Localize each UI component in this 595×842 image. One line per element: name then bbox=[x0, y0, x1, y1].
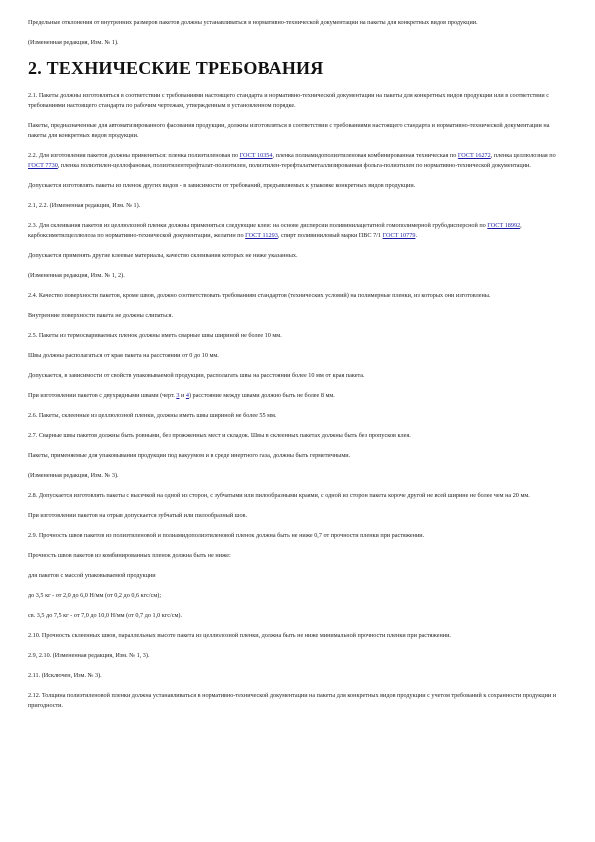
link-drawing-4[interactable]: 4 bbox=[185, 392, 189, 399]
paragraph-2-3-note: (Измененная редакция, Изм. № 1, 2). bbox=[28, 272, 125, 279]
paragraph-2-8b: При изготовлении пакетов на отрыв допускается зубчатый или пилообразный шов. bbox=[28, 512, 248, 519]
paragraph-2-10: 2.10. Прочность склеенных швов, параллельных высоте пакета из целлюлозной пленки, должна быть не ниже минимальной прочности пленки при растяжении. bbox=[28, 632, 451, 639]
paragraph-2-3b: Допускается применять другие клеевые материалы, качество склеивания которых не ниже указанных. bbox=[28, 252, 298, 259]
text-span: , пленка целлюлозная по bbox=[490, 152, 556, 159]
link-gost-10779[interactable]: ГОСТ 10779 bbox=[382, 232, 416, 239]
text-span: 2.2. Для изготовления пакетов должны применяться: пленка полиэтиленовая по bbox=[28, 152, 240, 159]
paragraph-2-9: 2.9. Прочность швов пакетов из полиэтиленовой и полиамидополиэтиленовой пленок должна быть не ниже 0,7 от прочности пленки при растяжении. bbox=[28, 532, 425, 539]
paragraph-2-7-note: (Измененная редакция, Изм. № 3). bbox=[28, 472, 119, 479]
link-gost-18992[interactable]: ГОСТ 18992 bbox=[487, 222, 521, 229]
paragraph-2-1: 2.1. Пакеты должны изготовляться в соответствии с требованиями настоящего стандарта и нормативно-технической документации на пакеты для конкретных видов продукции или в соответствии с требованиями настоящего стандарта по рабочим чертежам, утвержденным в установленном порядке. bbox=[28, 92, 549, 109]
text-span: , спирт поливиниловый марки ПВС 7/1 bbox=[277, 232, 383, 239]
document-body bbox=[28, 18, 564, 721]
paragraph-2-2 bbox=[28, 151, 564, 171]
paragraph-2-9d: до 3,5 кг - от 2,0 до 6,0 Н/мм (от 0,2 до 0,6 кгс/см); bbox=[28, 592, 162, 599]
paragraph-2-8: 2.8. Допускается изготовлять пакеты с высечкой на одной из сторон, с зубчатыми или пилообразными краями, с одной из сторон пакета короче другой не всей ширине не более чем на 20 мм. bbox=[28, 492, 530, 499]
link-gost-10354[interactable]: ГОСТ 10354 bbox=[239, 152, 273, 159]
text-span: и bbox=[179, 392, 186, 399]
paragraph-2-9e: св. 3,5 до 7,5 кг - от 7,0 до 10,0 Н/мм (от 0,7 до 1,0 кгс/см). bbox=[28, 612, 183, 619]
paragraph-intro-note: (Измененная редакция, Изм. № 1). bbox=[28, 39, 119, 46]
paragraph-2-5d bbox=[28, 391, 564, 401]
paragraph-2-10-note: 2.9, 2.10. (Измененная редакция, Изм. № 1, 3). bbox=[28, 652, 150, 659]
paragraph-2-4: 2.4. Качество поверхности пакетов, кроме швов, должно соответствовать требованиям стандартов (технических условий) на полимерные пленки, из которых они изготовлены. bbox=[28, 292, 491, 299]
text-span: При изготовлении пакетов с двухрядными швами (черт. bbox=[28, 392, 177, 399]
text-span: , пленка полиэтилен-целлофановая, полиэтилентерефталат-полиэтилен, полиэтилен-терефталатметаллизированная фольга-полиэтилен по нормативно-технической документации. bbox=[57, 162, 531, 169]
paragraph-2-7b: Пакеты, применяемые для упаковывания продукции под вакуумом и в среде инертного газа, должны быть герметичными. bbox=[28, 452, 351, 459]
paragraph-2-3 bbox=[28, 221, 564, 241]
link-drawing-3[interactable]: 3 bbox=[176, 392, 180, 399]
paragraph-2-7: 2.7. Сварные швы пакетов должны быть ровными, без прожженных мест и складок. Швы в склеенных пакетах должны быть без пропусков клея. bbox=[28, 432, 411, 439]
paragraph-2-12: 2.12. Толщина полиэтиленовой пленки должна устанавливаться в нормативно-технической документации на пакеты для конкретных видов продукции с учетом требований к сохранности продукции и пригодности. bbox=[28, 692, 557, 709]
paragraph-2-11: 2.11. (Исключен, Изм. № 3). bbox=[28, 672, 102, 679]
link-gost-7730[interactable]: ГОСТ 7730 bbox=[28, 162, 58, 169]
text-span: , пленка полиамидополиэтиленовая комбинированная техническая по bbox=[272, 152, 458, 159]
text-span: . bbox=[415, 232, 417, 239]
link-gost-11293[interactable]: ГОСТ 11293 bbox=[245, 232, 278, 239]
text-span: ) расстояние между швами должно быть не более 8 мм. bbox=[188, 392, 335, 399]
paragraph-2-5b: Швы должны располагаться от края пакета на расстоянии от 0 до 10 мм. bbox=[28, 352, 219, 359]
paragraph-2-9c: для пакетов с массой упаковываемой продукции bbox=[28, 572, 156, 579]
paragraph-2-1b: Пакеты, предназначенные для автоматизированного фасования продукции, должны изготовляться в соответствии с требованиями настоящего стандарта и нормативно-технической документации на пакеты для конкретных видов продукции. bbox=[28, 122, 550, 139]
text-span: 2.3. Для склеивания пакетов из целлюлозной пленки должны применяться следующие клеи: на основе дисперсии поливинилацетатной гомополимерной грубодисперсной по bbox=[28, 222, 488, 229]
paragraph-2-5: 2.5. Пакеты из термосвариваемых пленок должны иметь сварные швы шириной не более 10 мм. bbox=[28, 332, 282, 339]
text-span: , карбоксиметилцеллюлоза по нормативно-технической документации, желатин по bbox=[28, 222, 522, 239]
paragraph-2-2-note: 2.1, 2.2. (Измененная редакция, Изм. № 1). bbox=[28, 202, 141, 209]
paragraph-2-9b: Прочность швов пакетов из комбинированных пленок должна быть не ниже: bbox=[28, 552, 231, 559]
paragraph-intro: Предельные отклонения от внутренних размеров пакетов должны устанавливаться в нормативно-технической документации на пакеты для конкретных видов продукции. bbox=[28, 19, 478, 26]
paragraph-2-5c: Допускается, в зависимости от свойств упаковываемой продукции, располагать швы на расстоянии более 10 мм от края пакета. bbox=[28, 372, 365, 379]
section-heading: 2. ТЕХНИЧЕСКИЕ ТРЕБОВАНИЯ bbox=[28, 58, 324, 78]
paragraph-2-4b: Внутренние поверхности пакета не должны слипаться. bbox=[28, 312, 174, 319]
paragraph-2-6: 2.6. Пакеты, склеенные из целлюлозной пленки, должны иметь швы шириной не более 55 мм. bbox=[28, 412, 277, 419]
paragraph-2-2b: Допускается изготовлять пакеты из пленок других видов - в зависимости от требований, предъявляемых к упаковке конкретных видов продукции. bbox=[28, 182, 416, 189]
link-gost-16272[interactable]: ГОСТ 16272 bbox=[457, 152, 491, 159]
